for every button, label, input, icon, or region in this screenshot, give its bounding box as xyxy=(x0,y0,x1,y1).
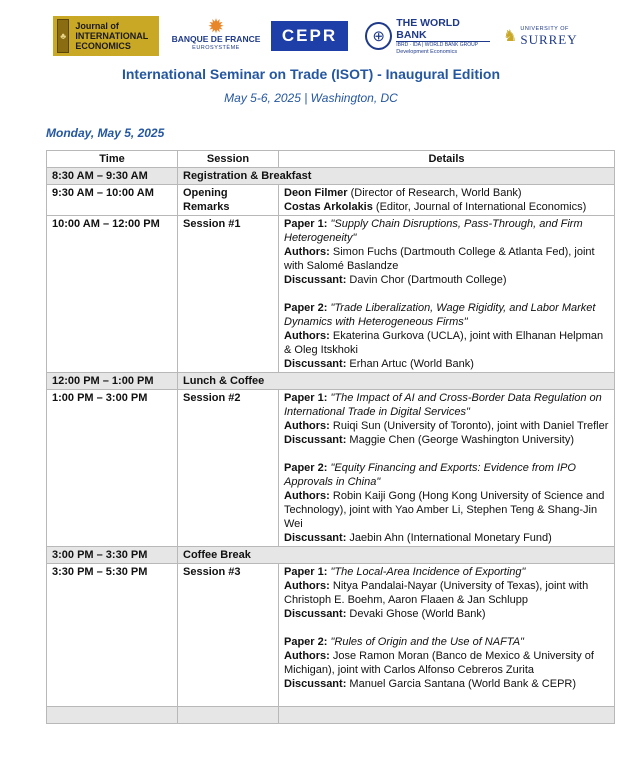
row-details xyxy=(279,216,615,373)
discussant-text: Jaebin Ahn (International Monetary Fund) xyxy=(346,532,552,544)
discussant-label: Discussant: xyxy=(284,358,347,370)
row-time: 8:30 AM – 9:30 AM xyxy=(47,168,178,185)
table-row xyxy=(47,547,615,564)
discussant-text: Manuel Garcia Santana (World Bank & CEPR) xyxy=(346,678,577,690)
authors-text: Robin Kaiji Gong (Hong Kong University of Science and Technology), joint with Yao Amber Li, Stephen Teng & Shang-Jin Wei xyxy=(284,490,605,530)
paper-title: "Equity Financing and Exports: Evidence from IPO Approvals in China" xyxy=(284,462,576,488)
surrey-top: UNIVERSITY OF xyxy=(520,26,569,32)
row-session: Registration & Breakfast xyxy=(178,168,615,185)
page-title: International Seminar on Trade (ISOT) - Inaugural Edition xyxy=(121,66,501,82)
stag-icon: ♞ xyxy=(503,28,518,45)
row-session: Session #3 xyxy=(178,564,279,707)
row-session: Session #1 xyxy=(178,216,279,373)
discussant-label: Discussant: xyxy=(284,274,347,286)
col-header-time: Time xyxy=(47,151,178,168)
col-header-session: Session xyxy=(178,151,279,168)
paper-label: Paper 1: xyxy=(284,392,328,404)
discussant-label: Discussant: xyxy=(284,678,347,690)
speaker-role: (Director of Research, World Bank) xyxy=(347,187,522,199)
paper-label: Paper 2: xyxy=(284,302,328,314)
paper-title: "The Local-Area Incidence of Exporting" xyxy=(330,566,526,578)
row-details xyxy=(279,185,615,216)
page-subtitle: May 5-6, 2025 | Washington, DC xyxy=(224,91,398,105)
table-row xyxy=(47,168,615,185)
authors-label: Authors: xyxy=(284,330,330,342)
row-session: Opening Remarks xyxy=(178,185,279,216)
discussant-text: Maggie Chen (George Washington University) xyxy=(346,434,574,446)
speaker-name: Deon Filmer xyxy=(284,187,348,199)
row-session: Coffee Break xyxy=(178,547,615,564)
sun-icon: ✹ xyxy=(207,16,225,38)
jie-logo-text: Journal of INTERNATIONAL ECONOMICS xyxy=(75,21,149,51)
discussant-label: Discussant: xyxy=(284,434,347,446)
row-details xyxy=(279,390,615,547)
jie-logo xyxy=(53,16,159,56)
authors-text: Ruiqi Sun (University of Toronto), joint with Daniel Trefler xyxy=(329,420,609,432)
discussant-text: Erhan Artuc (World Bank) xyxy=(346,358,474,370)
paper-label: Paper 2: xyxy=(284,636,328,648)
row-time: 3:30 PM – 5:30 PM xyxy=(47,564,178,707)
discussant-text: Davin Chor (Dartmouth College) xyxy=(346,274,507,286)
wb-dept: Development Economics xyxy=(396,48,458,55)
paper-title: "Trade Liberalization, Wage Rigidity, and Labor Market Dynamics with Heterogeneous Firms" xyxy=(284,302,596,328)
paper-label: Paper 1: xyxy=(284,218,328,230)
discussant-text: Devaki Ghose (World Bank) xyxy=(346,608,486,620)
paper-title: "Supply Chain Disruptions, Pass-Through, and Firm Heterogeneity" xyxy=(284,218,583,244)
speaker-role: (Editor, Journal of International Economics) xyxy=(372,201,587,213)
cepr-logo: CEPR xyxy=(271,21,348,51)
speaker-name: Costas Arkolakis xyxy=(284,201,373,213)
table-row xyxy=(47,390,615,547)
authors-label: Authors: xyxy=(284,580,330,592)
world-bank-logo xyxy=(365,14,490,58)
row-session: Session #2 xyxy=(178,390,279,547)
table-row-empty xyxy=(47,707,615,724)
sponsor-logos xyxy=(0,14,622,60)
paper-title: "The Impact of AI and Cross-Border Data Regulation on International Trade in Digital Services" xyxy=(284,392,602,418)
row-details xyxy=(279,564,615,707)
table-row xyxy=(47,216,615,373)
elsevier-tree-icon: ♣ xyxy=(57,19,69,53)
globe-icon: ⊕ xyxy=(365,22,392,50)
banque-de-france-logo xyxy=(170,14,262,58)
row-time: 1:00 PM – 3:00 PM xyxy=(47,390,178,547)
col-header-details: Details xyxy=(279,151,615,168)
row-time: 9:30 AM – 10:00 AM xyxy=(47,185,178,216)
authors-label: Authors: xyxy=(284,420,330,432)
table-row xyxy=(47,185,615,216)
bdf-sub: EUROSYSTÈME xyxy=(192,45,240,51)
discussant-label: Discussant: xyxy=(284,532,347,544)
authors-text: Nitya Pandalai-Nayar (University of Texas), joint with Christoph E. Boehm, Aaron Flaaen & Jan Schlupp xyxy=(284,580,589,606)
table-row xyxy=(47,564,615,707)
paper-label: Paper 1: xyxy=(284,566,328,578)
wb-name: THE WORLD BANK xyxy=(396,16,460,41)
wb-sub: IBRD · IDA | WORLD BANK GROUP xyxy=(396,41,490,49)
authors-text: Ekaterina Gurkova (UCLA), joint with Elhanan Helpman & Oleg Itskhoki xyxy=(284,330,604,356)
authors-label: Authors: xyxy=(284,650,330,662)
paper-title: "Rules of Origin and the Use of NAFTA" xyxy=(330,636,524,648)
paper-label: Paper 2: xyxy=(284,462,328,474)
authors-label: Authors: xyxy=(284,490,330,502)
empty-cell xyxy=(178,707,279,724)
authors-text: Jose Ramon Moran (Banco de Mexico & University of Michigan), joint with Carlos Alfonso Cebreros Zurita xyxy=(284,650,594,676)
row-time: 10:00 AM – 12:00 PM xyxy=(47,216,178,373)
row-time: 3:00 PM – 3:30 PM xyxy=(47,547,178,564)
table-row xyxy=(47,373,615,390)
row-time: 12:00 PM – 1:00 PM xyxy=(47,373,178,390)
day-label: Monday, May 5, 2025 xyxy=(46,126,165,140)
surrey-name: SURREY xyxy=(520,32,578,47)
row-session: Lunch & Coffee xyxy=(178,373,615,390)
empty-cell xyxy=(47,707,178,724)
authors-label: Authors: xyxy=(284,246,330,258)
authors-text: Simon Fuchs (Dartmouth College & Atlanta Fed), joint with Salomé Baslandze xyxy=(284,246,595,272)
surrey-logo xyxy=(503,14,598,58)
discussant-label: Discussant: xyxy=(284,608,347,620)
table-header-row xyxy=(47,151,615,168)
bdf-name: BANQUE DE FRANCE xyxy=(171,34,261,44)
schedule-table xyxy=(46,150,615,724)
empty-cell xyxy=(279,707,615,724)
